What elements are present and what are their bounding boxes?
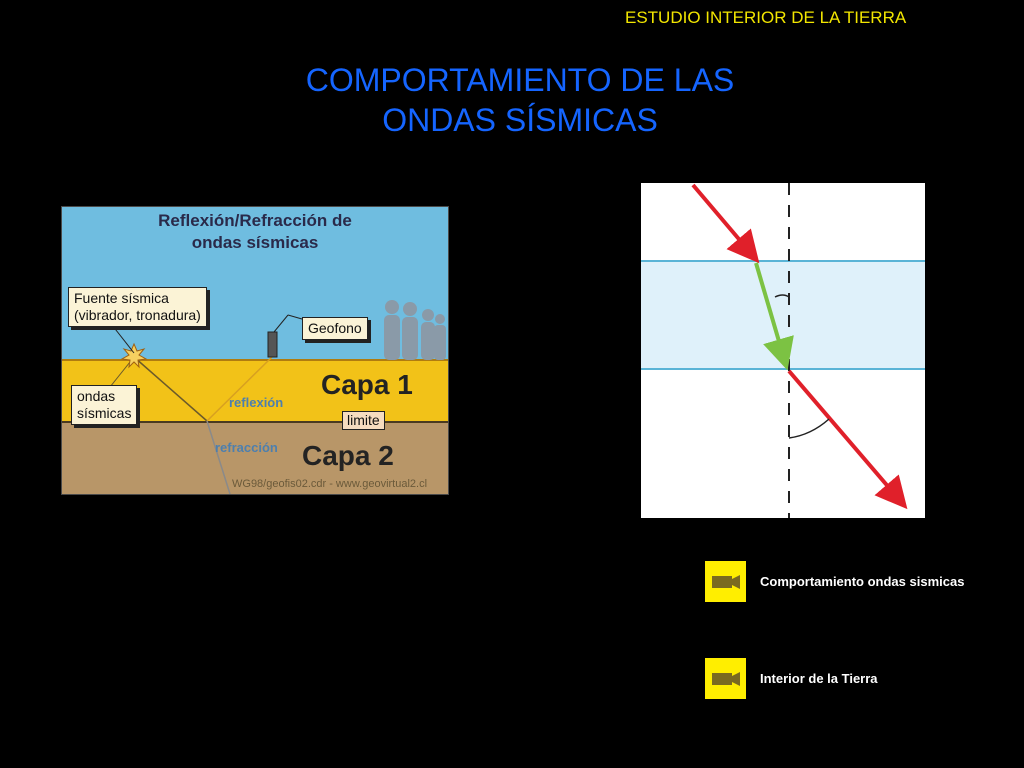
title-line-2: ONDAS SÍSMICAS bbox=[382, 102, 658, 138]
seismic-source-label-2: (vibrador, tronadura) bbox=[74, 307, 201, 323]
diagram-title-line-2: ondas sísmicas bbox=[191, 233, 319, 252]
refraction-arrow-diagram bbox=[641, 183, 925, 518]
boundary-callout bbox=[342, 411, 385, 430]
video-link-label[interactable]: Interior de la Tierra bbox=[760, 671, 878, 686]
page-title bbox=[0, 60, 1024, 140]
video-camera-icon[interactable] bbox=[705, 658, 746, 699]
video-link-behavior[interactable] bbox=[705, 561, 964, 602]
reflection-refraction-diagram bbox=[61, 206, 449, 495]
geophone-callout bbox=[302, 317, 368, 340]
geophone-label: Geofono bbox=[308, 320, 362, 336]
seismic-waves-label-1: ondas bbox=[77, 388, 116, 404]
video-camera-glyph bbox=[710, 670, 742, 688]
refraction-label: refracción bbox=[215, 440, 278, 455]
source-pointer bbox=[112, 325, 134, 353]
boundary-label: limite bbox=[347, 412, 380, 428]
geophone-icon bbox=[268, 315, 302, 357]
title-line-1: COMPORTAMIENTO DE LAS bbox=[305, 62, 735, 98]
seismic-waves-label-2: sísmicas bbox=[77, 405, 132, 421]
refraction-graphics bbox=[641, 183, 925, 518]
diagram-credit: WG98/geofis02.cdr - www.geovirtual2.cl bbox=[232, 478, 428, 490]
video-link-label[interactable]: Comportamiento ondas sismicas bbox=[760, 574, 965, 589]
diagram-title-line-1: Reflexión/Refracción de bbox=[158, 211, 352, 230]
video-link-interior[interactable] bbox=[705, 658, 878, 699]
people-silhouettes-icon bbox=[384, 300, 446, 360]
video-camera-glyph bbox=[710, 573, 742, 591]
seismic-waves-callout bbox=[71, 385, 137, 425]
incident-arrow bbox=[693, 185, 749, 251]
video-camera-icon[interactable] bbox=[705, 561, 746, 602]
seismic-source-label-1: Fuente sísmica bbox=[74, 290, 169, 306]
layer-1-label: Capa 1 bbox=[321, 369, 413, 400]
reflection-label: reflexión bbox=[229, 395, 284, 410]
seismic-source-callout bbox=[68, 287, 207, 327]
layer-2-label: Capa 2 bbox=[302, 440, 394, 471]
header-label: ESTUDIO INTERIOR DE LA TIERRA bbox=[625, 8, 907, 27]
transmission-angle-arc bbox=[789, 419, 829, 438]
